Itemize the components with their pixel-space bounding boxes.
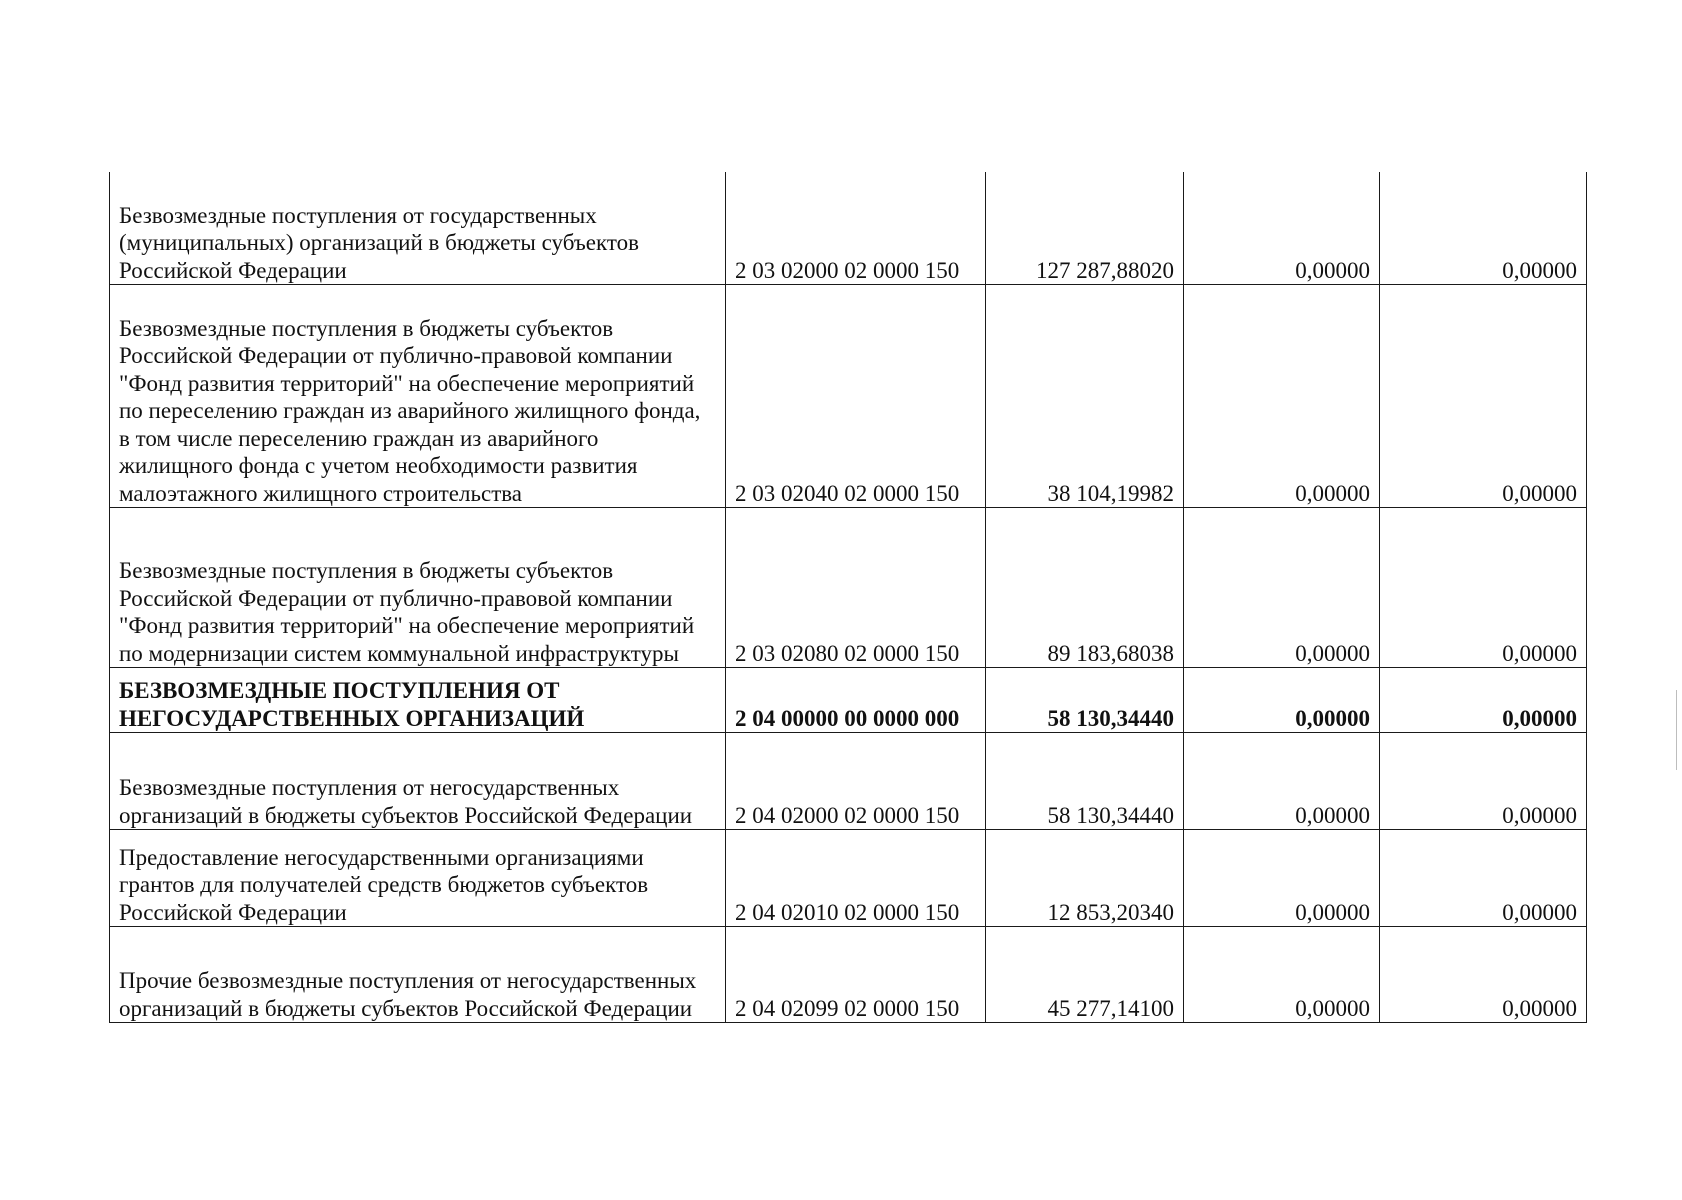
- row-value-1: 127 287,88020: [986, 172, 1184, 285]
- table-row-section-total: [110, 668, 1587, 733]
- row-value-2: 0,00000: [1184, 508, 1380, 668]
- row-value-3: 0,00000: [1380, 508, 1587, 668]
- row-name: Безвозмездные поступления в бюджеты субъектов Российской Федерации от публично-правовой компании "Фонд развития территорий" на обеспечение мероприятий по переселению граждан из аварийного жилищного фонда, в том числе переселению граждан из аварийного жилищного фонда с учетом необходимости развития малоэтажного жилищного строительства: [110, 285, 726, 508]
- row-value-3: 0,00000: [1380, 927, 1587, 1023]
- row-value-1: 58 130,34440: [986, 733, 1184, 830]
- row-value-2: 0,00000: [1184, 830, 1380, 927]
- row-value-3: 0,00000: [1380, 172, 1587, 285]
- row-name: Прочие безвозмездные поступления от негосударственных организаций в бюджеты субъектов Российской Федерации: [110, 927, 726, 1023]
- row-code: 2 03 02000 02 0000 150: [726, 172, 986, 285]
- row-value-3: 0,00000: [1380, 668, 1587, 733]
- table-row: [110, 172, 1587, 285]
- row-value-3: 0,00000: [1380, 830, 1587, 927]
- row-value-2: 0,00000: [1184, 172, 1380, 285]
- table-row: [110, 927, 1587, 1023]
- row-code: 2 04 02099 02 0000 150: [726, 927, 986, 1023]
- row-code: 2 03 02080 02 0000 150: [726, 508, 986, 668]
- row-code: 2 04 02010 02 0000 150: [726, 830, 986, 927]
- row-value-2: 0,00000: [1184, 733, 1380, 830]
- row-name: Безвозмездные поступления от государственных (муниципальных) организаций в бюджеты субъектов Российской Федерации: [110, 172, 726, 285]
- row-name: Безвозмездные поступления от негосударственных организаций в бюджеты субъектов Российской Федерации: [110, 733, 726, 830]
- revenue-table: [109, 172, 1587, 1023]
- table-row: [110, 830, 1587, 927]
- row-value-1: 38 104,19982: [986, 285, 1184, 508]
- row-name: БЕЗВОЗМЕЗДНЫЕ ПОСТУПЛЕНИЯ ОТ НЕГОСУДАРСТВЕННЫХ ОРГАНИЗАЦИЙ: [110, 668, 726, 733]
- row-name: Безвозмездные поступления в бюджеты субъектов Российской Федерации от публично-правовой компании "Фонд развития территорий" на обеспечение мероприятий по модернизации систем коммунальной инфраструктуры: [110, 508, 726, 668]
- row-code: 2 03 02040 02 0000 150: [726, 285, 986, 508]
- row-value-2: 0,00000: [1184, 668, 1380, 733]
- table-row: [110, 285, 1587, 508]
- revenue-table-container: [109, 172, 1586, 1023]
- row-value-2: 0,00000: [1184, 927, 1380, 1023]
- row-value-1: 45 277,14100: [986, 927, 1184, 1023]
- row-code: 2 04 00000 00 0000 000: [726, 668, 986, 733]
- table-row: [110, 508, 1587, 668]
- row-value-1: 89 183,68038: [986, 508, 1184, 668]
- table-row: [110, 733, 1587, 830]
- row-name: Предоставление негосударственными организациями грантов для получателей средств бюджетов субъектов Российской Федерации: [110, 830, 726, 927]
- row-code: 2 04 02000 02 0000 150: [726, 733, 986, 830]
- scan-edge-mark: [1676, 690, 1677, 770]
- row-value-1: 58 130,34440: [986, 668, 1184, 733]
- row-value-2: 0,00000: [1184, 285, 1380, 508]
- row-value-3: 0,00000: [1380, 733, 1587, 830]
- row-value-1: 12 853,20340: [986, 830, 1184, 927]
- row-value-3: 0,00000: [1380, 285, 1587, 508]
